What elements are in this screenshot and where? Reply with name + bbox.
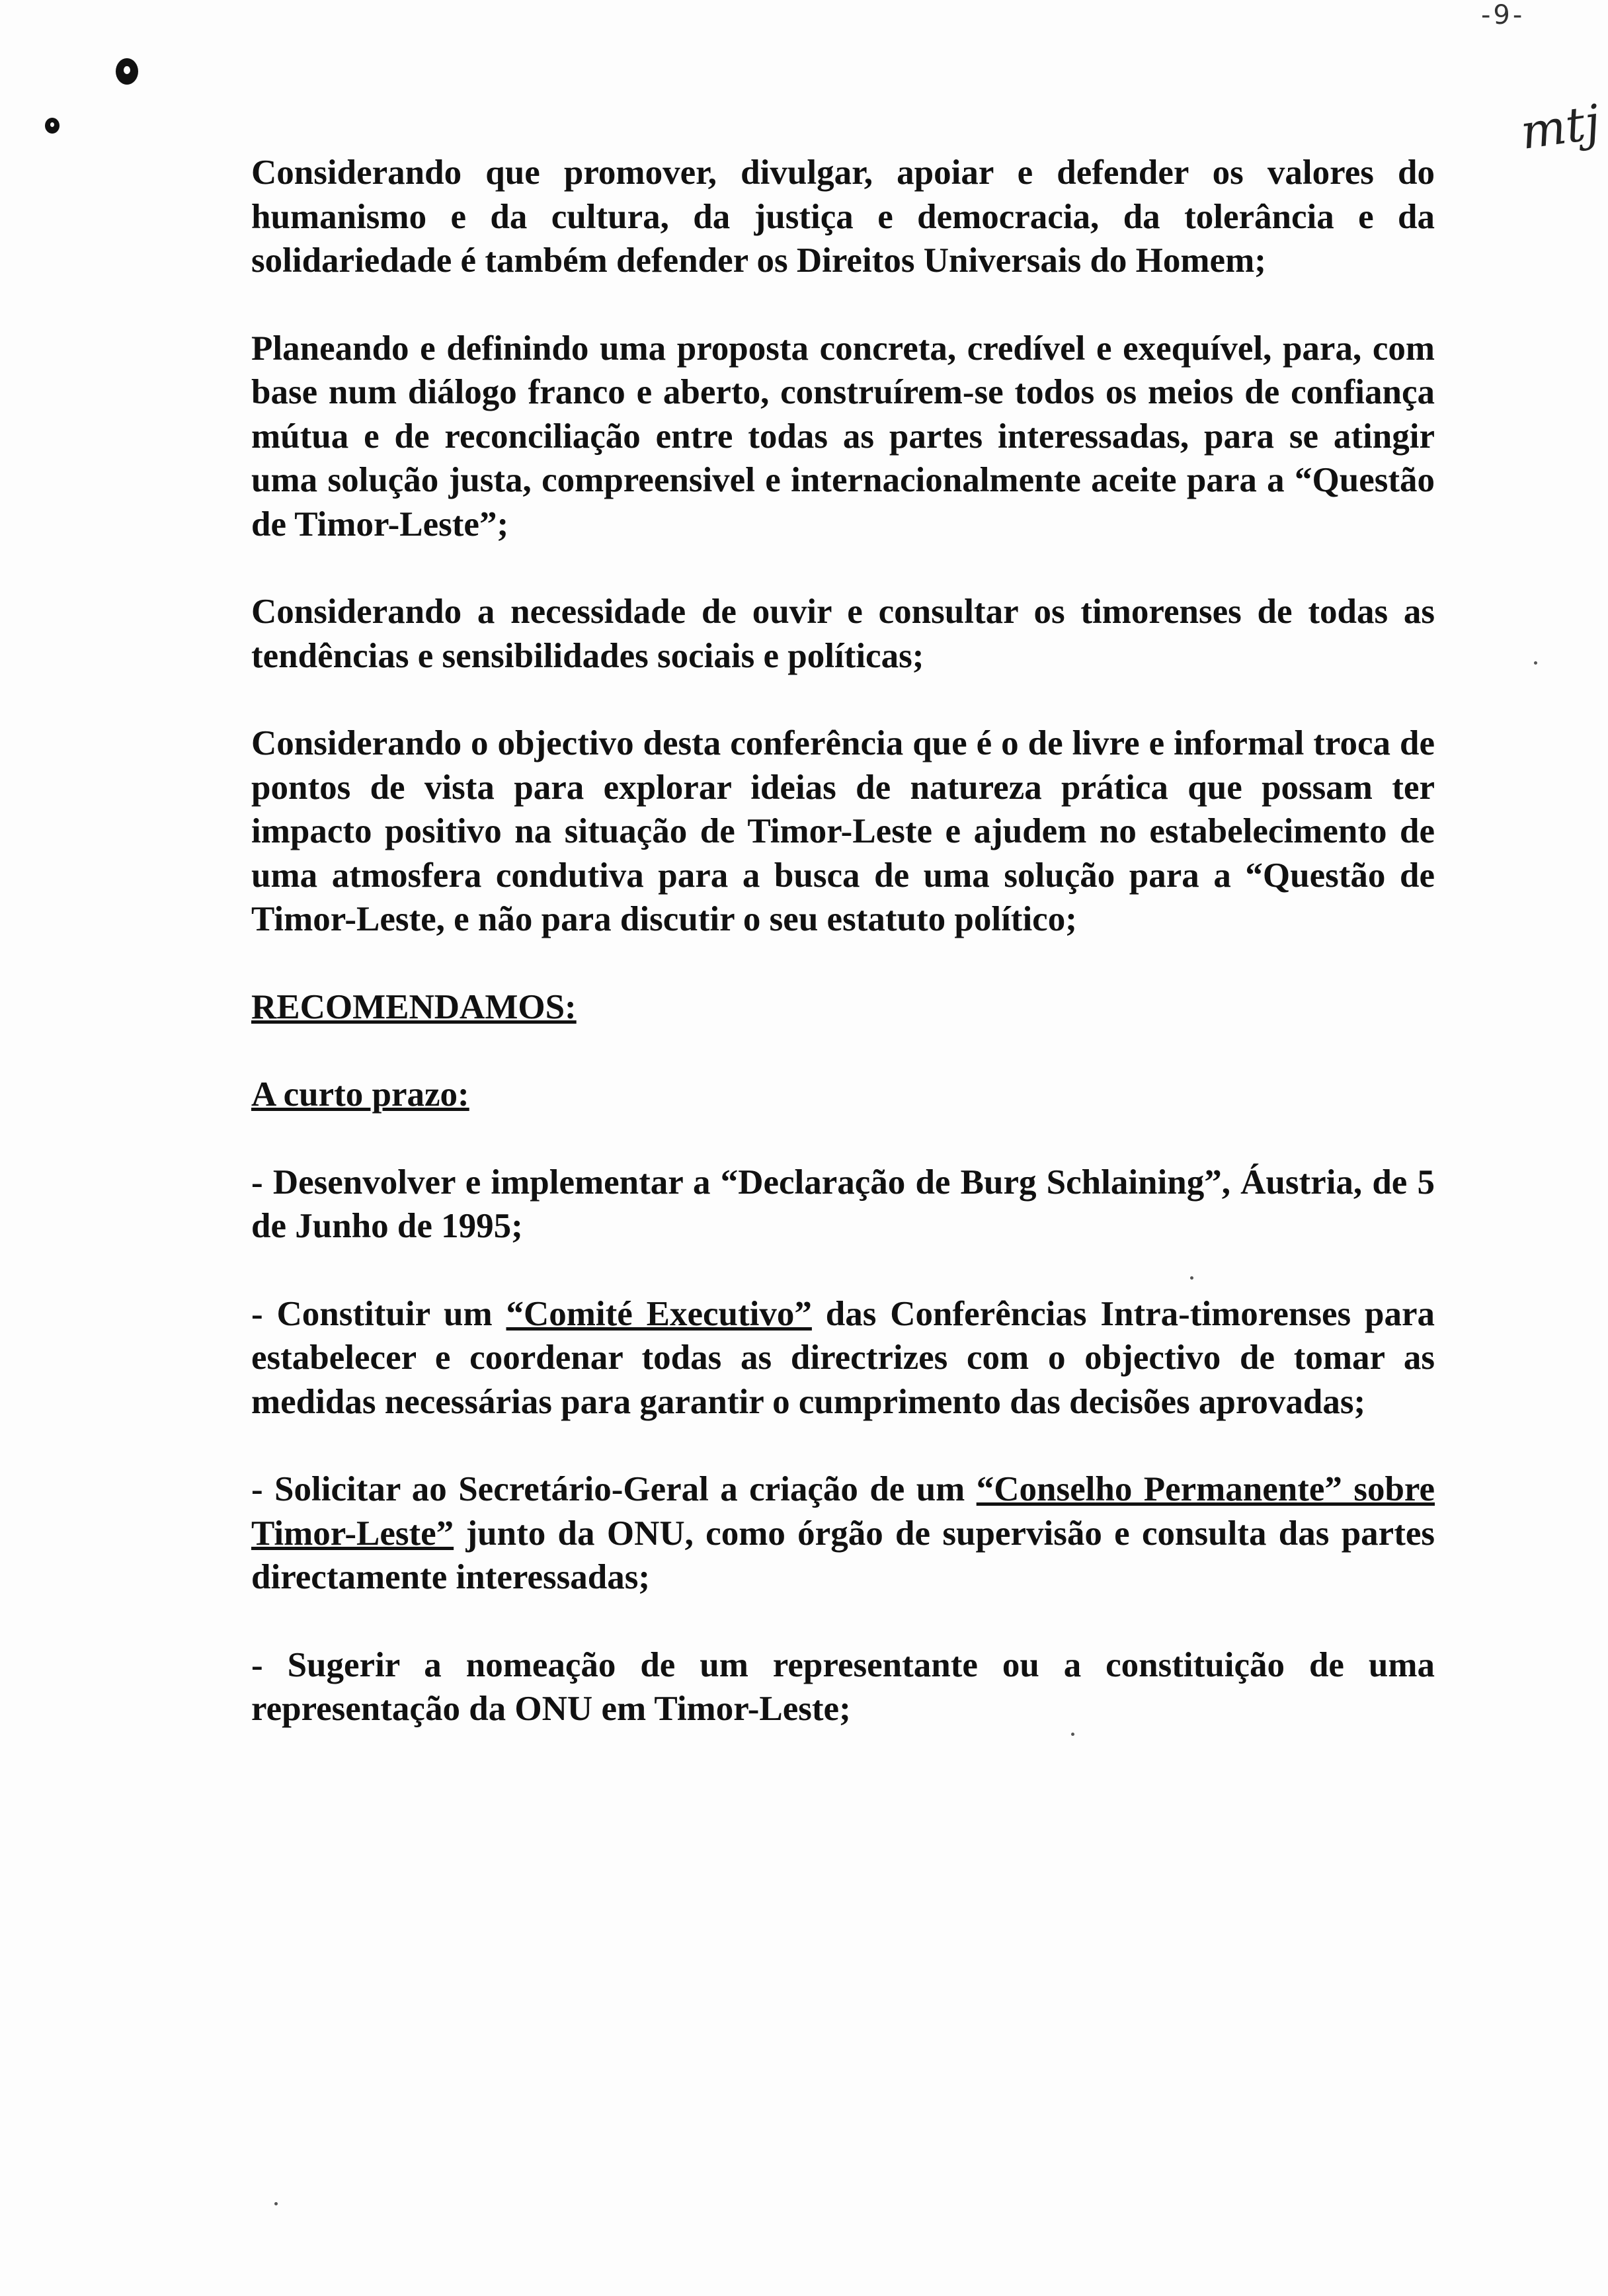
paragraph-considerando-valores: Considerando que promover, divulgar, apoiar e defender os valores do humanismo e da cultura, da justiça e democracia, da tolerância e da solidariedade é também defender os Direitos Universais do Homem; — [251, 153, 1435, 280]
item-text: junto da ONU, como órgão de supervisão e consulta das partes directamente interessadas; — [251, 1514, 1435, 1596]
recommendation-item-2 — [251, 1292, 1435, 1424]
recommendation-item-1: - Desenvolver e implementar a “Declaração de Burg Schlaining”, Áustria, de 5 de Junho de 1995; — [251, 1163, 1435, 1245]
punch-hole-mark — [116, 58, 138, 85]
heading-curto-prazo: A curto prazo: — [251, 1075, 469, 1114]
recommendation-item-3 — [251, 1467, 1435, 1600]
item-text: das Conferências Intra-timorenses para estabelecer e coordenar todas as directrizes com o objectivo de tomar as medidas necessárias para garantir o cumprimento das decisões aprovadas; — [251, 1294, 1435, 1421]
item-underlined-term: “Conselho Permanente” sobre Timor-Leste” — [251, 1470, 1435, 1553]
paragraph-planeando: Planeando e definindo uma proposta concreta, credível e exequível, para, com base num diálogo franco e aberto, construírem-se todos os meios de confiança mútua e de reconciliação entre todas as partes interessadas, para se atingir uma solução justa, compreensivel e internacionalmente aceite para a “Questão de Timor-Leste”; — [251, 329, 1435, 544]
scan-speck — [274, 2202, 278, 2205]
page-number-mark: -9- — [1481, 0, 1525, 30]
document-body — [251, 151, 1435, 1775]
item-text: - Constituir um — [251, 1294, 506, 1333]
item-text: - Solicitar ao Secretário-Geral a criação de um — [251, 1470, 977, 1508]
handwritten-initials: mtj — [1517, 94, 1603, 160]
paragraph-considerando-objectivo: Considerando o objectivo desta conferência que é o de livre e informal troca de pontos de vista para explorar ideias de natureza prática que possam ter impacto positivo na situação de Timor-Leste e ajudem no estabelecimento de uma atmosfera condutiva para a busca de uma solução para a “Questão de Timor-Leste, e não para discutir o seu estatuto político; — [251, 724, 1435, 938]
paragraph-considerando-necessidade: Considerando a necessidade de ouvir e consultar os timorenses de todas as tendências e sensibilidades sociais e políticas; — [251, 593, 1435, 675]
punch-hole-mark — [45, 118, 60, 134]
recommendation-item-4: - Sugerir a nomeação de um representante ou a constituição de uma representação da ONU em Timor-Leste; — [251, 1645, 1435, 1728]
scan-speck — [1534, 661, 1537, 665]
heading-recomendamos: RECOMENDAMOS: — [251, 987, 577, 1026]
item-underlined-term: “Comité Executivo” — [506, 1294, 812, 1333]
